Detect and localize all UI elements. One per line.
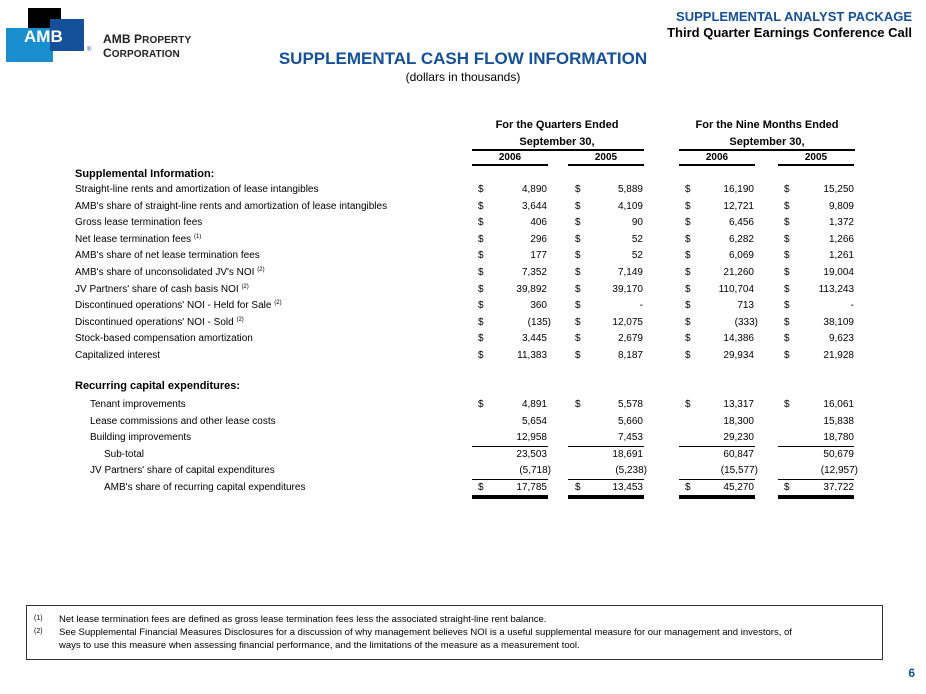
footnote-ref: (2)	[257, 267, 265, 273]
cell-value: 15,838	[823, 415, 854, 427]
row-label	[90, 416, 276, 427]
double-underline	[778, 495, 854, 499]
currency-symbol: $	[784, 250, 790, 262]
cell-value: 12,958	[516, 432, 547, 444]
cell-value: 15,250	[823, 184, 854, 195]
row-label-text: AMB's share of recurring capital expenditures	[104, 482, 306, 493]
currency-symbol: $	[478, 200, 484, 212]
currency-symbol: $	[478, 333, 484, 345]
currency-symbol: $	[478, 300, 484, 312]
currency-symbol: $	[784, 316, 790, 328]
row-label	[75, 184, 318, 195]
row-label	[75, 284, 249, 295]
row-label-text: JV Partners' share of capital expenditures	[90, 465, 275, 477]
row-label	[90, 399, 186, 410]
cell-value: (12,957)	[820, 465, 858, 477]
cell-value: 13,453	[612, 482, 643, 493]
currency-symbol: $	[685, 217, 691, 229]
row-label	[75, 234, 201, 245]
cell-value: 6,282	[728, 233, 754, 245]
section-title-supplemental: Supplemental Information:	[75, 168, 215, 180]
cell-value: 50,679	[823, 448, 854, 460]
cell-value: 17,785	[516, 482, 547, 493]
row-label-text: JV Partners' share of cash basis NOI	[75, 283, 239, 295]
row-label-text: Sub-total	[104, 448, 145, 460]
currency-symbol: $	[784, 233, 790, 245]
cell-value: (333)	[734, 316, 758, 328]
row-label-text: Capitalized interest	[75, 350, 161, 361]
row-label-text: Net lease termination fees	[75, 233, 192, 245]
currency-symbol: $	[575, 300, 581, 312]
row-label-text: Straight-line rents and amortization of lease intangibles	[75, 184, 319, 195]
cell-value: 7,352	[521, 267, 547, 278]
cell-value: 21,260	[723, 267, 754, 278]
row-label-text: Gross lease termination fees	[75, 217, 203, 229]
cell-value: 4,891	[521, 399, 547, 410]
double-underline	[679, 495, 755, 499]
cell-value: 7,453	[617, 432, 643, 444]
row-label-text: AMB's share of net lease termination fees	[75, 250, 260, 262]
currency-symbol: $	[575, 482, 581, 493]
total-rule	[778, 479, 854, 480]
cell-value: 21,928	[823, 350, 854, 361]
header-right	[667, 9, 912, 41]
cell-value: 4,109	[617, 200, 643, 212]
currency-symbol: $	[478, 482, 484, 493]
cell-value: 29,230	[723, 432, 754, 444]
row-label-text: Discontinued operations' NOI - Sold	[75, 316, 234, 328]
currency-symbol: $	[784, 184, 790, 195]
year-rule	[778, 164, 854, 166]
currency-symbol: $	[575, 316, 581, 328]
year-header-q2005: 2005	[594, 152, 618, 163]
currency-symbol: $	[685, 300, 691, 312]
currency-symbol: $	[575, 200, 581, 212]
row-label-text: Building improvements	[90, 432, 192, 444]
row-label	[75, 350, 160, 361]
cell-value: 177	[530, 250, 547, 262]
row-label	[104, 482, 305, 493]
currency-symbol: $	[784, 350, 790, 361]
total-rule	[568, 479, 644, 480]
cell-value: 110,704	[718, 283, 754, 295]
cell-value: 29,934	[723, 350, 754, 361]
row-label	[75, 267, 265, 278]
currency-symbol: $	[784, 482, 790, 493]
page-title: SUPPLEMENTAL CASH FLOW INFORMATION	[278, 49, 648, 68]
cell-value: -	[639, 300, 643, 312]
footnote-ref: (2)	[241, 283, 249, 290]
currency-symbol: $	[478, 399, 484, 410]
cell-value: 23,503	[516, 448, 547, 460]
currency-symbol: $	[575, 184, 581, 195]
row-label	[75, 317, 244, 328]
cell-value: 6,456	[728, 217, 754, 229]
currency-symbol: $	[575, 233, 581, 245]
cell-value: 18,300	[723, 415, 754, 427]
cell-value: 9,809	[828, 200, 854, 212]
currency-symbol: $	[685, 250, 691, 262]
quarters-header-line2: September 30,	[519, 136, 595, 148]
logo-text: AMB	[24, 27, 63, 46]
currency-symbol: $	[685, 283, 691, 295]
quarters-header-line1: For the Quarters Ended	[495, 119, 619, 131]
year-header-q2006: 2006	[498, 152, 522, 163]
row-label	[90, 465, 275, 476]
cell-value: 12,075	[612, 316, 643, 328]
currency-symbol: $	[784, 267, 790, 278]
row-label-text: AMB's share of unconsolidated JV's NOI	[75, 267, 255, 278]
currency-symbol: $	[575, 250, 581, 262]
footnote-ref: (2)	[236, 316, 244, 323]
cell-value: 8,187	[617, 350, 643, 361]
cell-value: 39,892	[516, 283, 547, 295]
row-label	[75, 300, 282, 311]
cell-value: 9,623	[828, 333, 854, 345]
cell-value: 37,722	[823, 482, 854, 493]
currency-symbol: $	[478, 250, 484, 262]
cell-value: 19,004	[823, 267, 854, 278]
cell-value: 5,889	[617, 184, 643, 195]
currency-symbol: $	[784, 300, 790, 312]
cell-value: 3,644	[521, 200, 547, 212]
currency-symbol: $	[685, 350, 691, 361]
ninemonths-header-line2: September 30,	[729, 136, 805, 148]
cell-value: 1,266	[828, 233, 854, 245]
currency-symbol: $	[478, 316, 484, 328]
cell-value: 45,270	[723, 482, 754, 493]
subtotal-rule	[568, 446, 644, 447]
cell-value: 16,190	[723, 184, 754, 195]
call-label: Third Quarter Earnings Conference Call	[667, 25, 912, 40]
footnote-1-text: Net lease termination fees are defined as gross lease termination fees less the associated straight-line rent balance.	[59, 614, 547, 625]
cell-value: 52	[631, 250, 643, 262]
cell-value: 12,721	[723, 200, 754, 212]
cell-value: 113,243	[818, 283, 854, 295]
footnote-1-mark: (1)	[34, 615, 43, 622]
cell-value: 90	[631, 217, 643, 229]
cell-value: 2,679	[617, 333, 643, 345]
cell-value: 713	[737, 300, 754, 312]
year-rule	[568, 164, 644, 166]
footnote-ref: (2)	[274, 300, 282, 307]
quarters-header-rule	[472, 149, 644, 151]
row-label-text: Discontinued operations' NOI - Held for Sale	[75, 300, 272, 312]
currency-symbol: $	[478, 217, 484, 229]
cell-value: 18,691	[612, 448, 643, 460]
cell-value: 18,780	[823, 432, 854, 444]
currency-symbol: $	[685, 333, 691, 345]
currency-symbol: $	[685, 482, 691, 493]
package-label: SUPPLEMENTAL ANALYST PACKAGE	[676, 9, 912, 24]
footnote-ref: (1)	[193, 233, 202, 240]
row-label-text: Stock-based compensation amortization	[75, 333, 253, 345]
currency-symbol: $	[685, 200, 691, 212]
currency-symbol: $	[784, 333, 790, 345]
double-underline	[568, 495, 644, 499]
year-header-n2005: 2005	[804, 152, 828, 163]
cell-value: 16,061	[823, 399, 854, 410]
footnote-2-text: See Supplemental Financial Measures Disclosures for a discussion of why management believes NOI is a useful supplemental measure for our management and investors, of	[59, 627, 792, 638]
total-rule	[679, 479, 755, 480]
registered-mark-icon: ®	[87, 47, 92, 53]
currency-symbol: $	[478, 267, 484, 278]
currency-symbol: $	[685, 233, 691, 245]
cell-value: 6,069	[728, 250, 754, 262]
currency-symbol: $	[478, 233, 484, 245]
total-rule	[472, 479, 548, 480]
row-label-text: Lease commissions and other lease costs	[90, 415, 276, 427]
cell-value: 5,578	[617, 399, 643, 410]
cell-value: 406	[530, 217, 547, 229]
cell-value: 38,109	[823, 316, 854, 328]
cell-value: 3,445	[521, 333, 547, 345]
double-underline	[472, 495, 548, 499]
subtotal-rule	[679, 446, 755, 447]
cell-value: 39,170	[612, 283, 643, 295]
cell-value: (5,238)	[615, 465, 647, 477]
currency-symbol: $	[784, 217, 790, 229]
footnotes-box	[26, 605, 883, 660]
cell-value: 13,317	[723, 399, 754, 410]
page-subtitle: (dollars in thousands)	[405, 70, 521, 84]
cell-value: 60,847	[723, 448, 754, 460]
subtotal-rule	[472, 446, 548, 447]
cell-value: 1,372	[828, 217, 854, 229]
year-rule	[472, 164, 548, 166]
ninemonths-header-line1: For the Nine Months Ended	[695, 119, 839, 131]
currency-symbol: $	[575, 333, 581, 345]
cell-value: 4,890	[521, 184, 547, 195]
currency-symbol: $	[685, 184, 691, 195]
currency-symbol: $	[685, 399, 691, 410]
year-header-n2006: 2006	[705, 152, 729, 163]
currency-symbol: $	[575, 217, 581, 229]
row-label	[90, 432, 191, 443]
cell-value: 5,660	[617, 415, 643, 427]
ninemonths-header-rule	[679, 149, 855, 151]
cell-value: (5,718)	[519, 465, 551, 477]
row-label	[75, 201, 387, 212]
currency-symbol: $	[575, 267, 581, 278]
cell-value: 52	[631, 233, 643, 245]
cell-value: 5,654	[521, 415, 547, 427]
company-name: AMB PROPERTY CORPORATION	[103, 32, 192, 60]
row-label-text: AMB's share of straight-line rents and amortization of lease intangibles	[75, 200, 388, 212]
cell-value: -	[850, 300, 854, 312]
currency-symbol: $	[478, 184, 484, 195]
currency-symbol: $	[784, 200, 790, 212]
cell-value: 360	[530, 300, 547, 312]
section-title-capex: Recurring capital expenditures:	[75, 380, 241, 392]
cell-value: 11,383	[517, 350, 547, 361]
subtotal-rule	[778, 446, 854, 447]
cell-value: 14,386	[723, 333, 754, 345]
year-rule	[679, 164, 755, 166]
currency-symbol: $	[478, 283, 484, 295]
currency-symbol: $	[685, 267, 691, 278]
cell-value: 7,149	[617, 267, 643, 278]
footnote-2-text-cont: ways to use this measure when assessing financial performance, and the limitations of the measure as a measurement tool.	[59, 640, 580, 651]
cell-value: (135)	[527, 316, 551, 328]
row-label	[75, 333, 253, 344]
currency-symbol: $	[685, 316, 691, 328]
cell-value: 1,261	[828, 250, 854, 262]
currency-symbol: $	[575, 350, 581, 361]
page-number: 6	[908, 666, 915, 680]
currency-symbol: $	[575, 283, 581, 295]
row-label	[75, 250, 260, 261]
row-label	[75, 217, 202, 228]
currency-symbol: $	[784, 283, 790, 295]
row-label-text: Tenant improvements	[90, 399, 186, 410]
footnote-2-mark: (2)	[34, 628, 43, 635]
currency-symbol: $	[784, 399, 790, 410]
row-label	[104, 449, 144, 460]
currency-symbol: $	[478, 350, 484, 361]
cell-value: (15,577)	[720, 465, 758, 477]
currency-symbol: $	[575, 399, 581, 410]
cell-value: 296	[530, 233, 547, 245]
